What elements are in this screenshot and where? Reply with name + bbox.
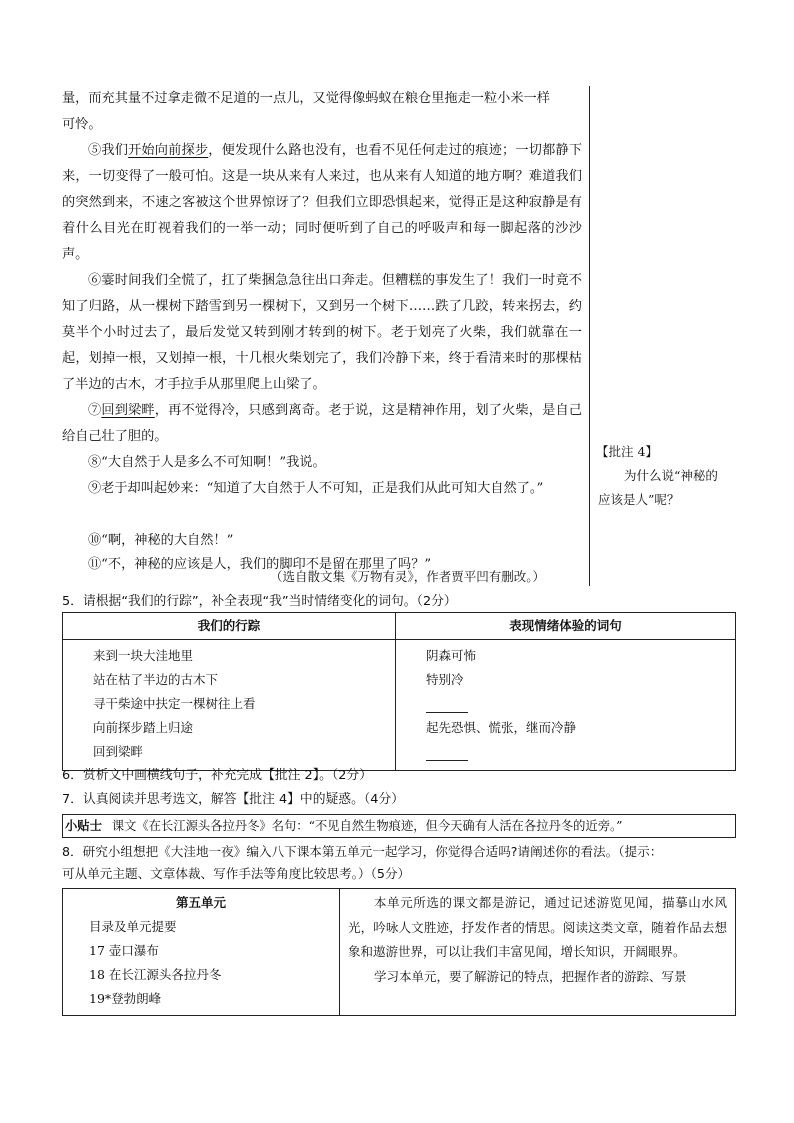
tip-box [62,814,736,838]
question-6: 6．赏析文中画横线句子，补充完成【批注 2】。（2分） [62,768,373,783]
table-header-route: 我们的行踪 [63,613,396,640]
unit-intro-cell [340,889,736,1016]
unit-item: 目录及单元提要 [89,919,177,934]
question-5: 5．请根据“我们的行踪”，补全表现“我”当时情绪变化的词句。（2分） [62,594,457,609]
unit-intro: 本单元所选的课文都是游记，通过记述游览见闻，描摹山水风光，吟咏人文胜迹，抒发作者的情思。阅读这类文章，随着作品去想象和遨游世界，可以让我们丰富见闻，增长知识，开阔眼界。 [348,895,727,959]
route-item: 向前探步踏上归途 [93,720,194,735]
passage-line: 量，而充其量不过拿走微不足道的一点儿，又觉得像蚂蚁在粮仓里拖走一粒小米一样 [62,91,550,106]
passage-continuation [62,86,582,138]
question-7: 7．认真阅读并思考选文，解答【批注 4】中的疑惑。（4分） [62,792,405,807]
unit-item: 17 壶口瀑布 [89,943,159,958]
paragraph-5 [62,138,582,268]
table-header-emotion: 表现情绪体验的词句 [396,613,736,640]
emotion-cell [396,640,736,771]
emotion-item: 特别冷 [426,672,464,687]
annotation-4-line1: 为什么说“神秘的 [624,468,718,483]
p5-prefix: ⑤我们 [88,143,129,158]
unit-table [62,888,736,1016]
paragraph-8: ⑧“大自然于人是多么不可知啊！”我说。 [88,455,326,470]
unit-item: 18 在长江源头各拉丹冬 [89,967,222,982]
emotion-item: 起先恐惧、慌张，继而冷静 [426,720,577,735]
underlined-phrase: 回到梁畔 [101,403,155,418]
tip-text: 课文《在长江源头各拉丹冬》名句：“不见自然生物痕迹，但今天确有人活在各拉丹冬的近旁。” [111,819,623,833]
emotion-blank-1[interactable] [396,692,735,716]
unit-intro-2: 学习本单元，要了解游记的特点，把握作者的游踪、写景 [374,968,687,984]
tip-label: 小贴士 [65,819,102,833]
paragraph-9: ⑨老于却叫起妙来：“知道了大自然于人不可知，正是我们从此可知大自然了。” [88,481,544,496]
passage-source: （选自散文集《万物有灵》，作者贾平凹有删改。） [270,569,546,584]
paragraph-7 [62,398,582,450]
p7-prefix: ⑦ [88,403,102,418]
unit-header: 第五单元 [175,895,226,910]
route-item: 来到一块大洼地里 [93,648,194,663]
p7-text: ，再不觉得冷，只感到离奇。老于说，这是精神作用，划了火柴，是自己给自己壮了胆的。 [62,403,583,444]
question-8-line2: 可从单元主题、文章体裁、写作手法等角度比较思考。）（5分） [62,866,411,881]
paragraph-6: ⑥霎时间我们全慌了，扛了柴捆急急往出口奔走。但糟糕的事发生了！我们一时竟不知了归路，从一棵树下踏雪到另一棵树下，又到另一个树下……跌了几跤，转来拐去，约莫半个小时过去了，最后发觉又转到刚才转到的树下。老于划亮了火柴，我们就靠在一起，划掉一根，又划掉一根，十几根火柴划完了，我们冷静下来，终于看清来时的那棵枯了半边的古木，才手拉手从那里爬上山梁了。 [62,273,582,392]
route-item: 回到梁畔 [93,744,144,759]
question-5-table [62,612,736,771]
margin-divider [589,86,590,586]
answer-blank[interactable] [426,696,468,713]
paragraph-10: ⑩“啊，神秘的大自然！” [88,533,234,548]
passage-line: 可怜。 [62,117,102,132]
route-cell [63,640,396,771]
unit-item: 19*登勃朗峰 [89,991,162,1006]
question-8-line1: 8．研究小组想把《大洼地一夜》编入八下课本第五单元一起学习，你觉得合适吗?请阐述你的看法。（提示： [62,844,663,859]
underlined-phrase: 开始向前探步 [128,143,209,158]
emotion-item: 阴森可怖 [426,648,477,663]
answer-blank[interactable] [426,744,468,761]
emotion-blank-2[interactable] [396,740,735,764]
route-item: 站在枯了半边的古木下 [93,672,219,687]
annotation-4-title: 【批注 4】 [596,444,658,459]
paragraph-11: ⑪“不，神秘的应该是人，我们的脚印不是留在那里了吗？” [88,557,432,572]
annotation-4-line2: 应该是人”呢？ [598,492,680,507]
p5-text: ，便发现什么路也没有，也看不见任何走过的痕迹；一切都静下来，一切变得了一般可怕。这是一块从来有人来过，也从来有人知道的地方啊？难道我们的突然到来，不速之客被这个世界惊讶了？但我们立即恐惧起来，觉得正是这种寂静是有着什么目光在盯视着我们的一举一动；同时便听到了自己的呼吸声和每一脚起落的沙沙声。 [62,143,583,262]
route-item: 寻干柴途中扶定一棵树往上看 [93,696,256,711]
unit-contents-cell [63,889,340,1016]
